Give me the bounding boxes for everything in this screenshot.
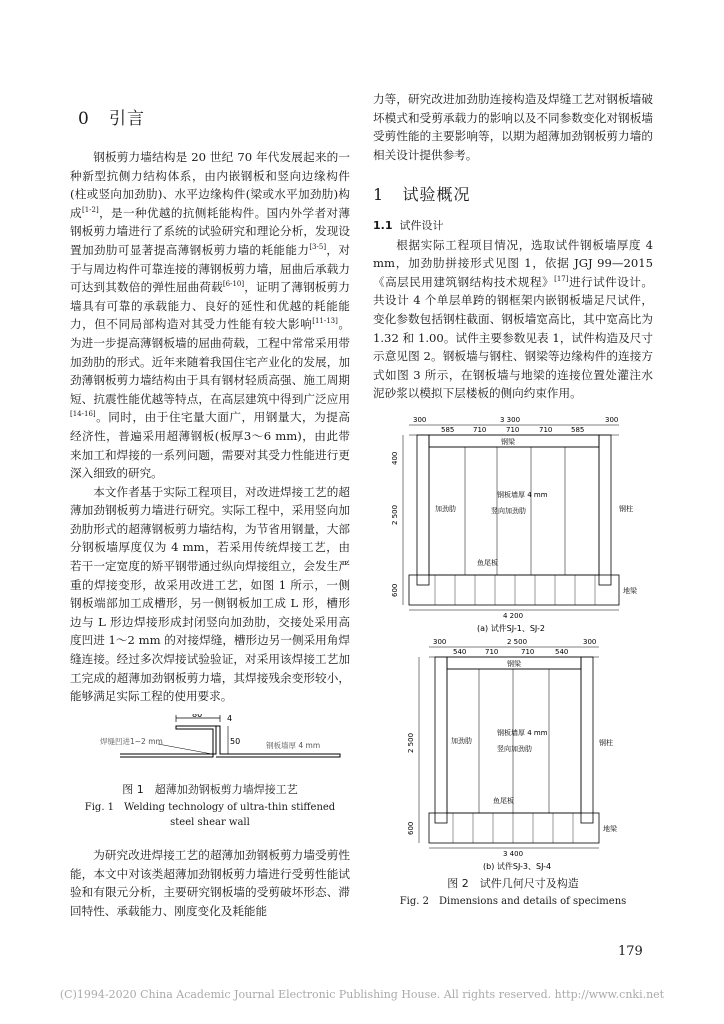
bottom-dim: 3 400 xyxy=(503,849,524,858)
ground-label: 地梁 xyxy=(603,824,617,833)
section-1-heading xyxy=(373,186,653,205)
height-dim: 400 xyxy=(391,451,399,465)
height-dim: 2 500 xyxy=(407,732,415,753)
beam-label: 钢梁 xyxy=(507,659,521,668)
design-paragraph: 根据实际工程项目情况，选取试件钢板墙厚度 4 mm，加劲肋拼接形式见图 1，依据 JGJ 99—2015《高层民用建筑钢结构技术规程》[17]进行试件设计。共设计 4 个单层单跨的钢框架内嵌钢板墙足尺试件，变化参数包括钢柱截面、钢板墙宽高比，其中宽高比为 1.32 和 1.00。试件主要参数见表 1，试件构造及尺寸示意见图 2。钢板墙与钢柱、钢梁等边缘构件的连接方式如图 3 所示，在钢板墙与地梁的连接位置处灌注水泥砂浆以模拟下层楼板的侧向约束作用。 xyxy=(373,237,653,401)
section-1-1-heading xyxy=(373,217,653,236)
height-dim: 2 500 xyxy=(391,504,399,525)
fig1-caption-en-1: Fig. 1 Welding technology of ultra-thin stiffened xyxy=(84,802,336,813)
beam-label: 钢梁 xyxy=(501,437,515,446)
sub-dim: 710 xyxy=(473,425,487,434)
sub-dim: 710 xyxy=(539,425,553,434)
top-dim: 3 300 xyxy=(500,415,521,424)
sub-dim: 585 xyxy=(571,425,585,434)
steel-column-right xyxy=(581,657,593,823)
plate-label: 钢板墙厚 4 mm xyxy=(497,490,548,499)
section-title: 试验概况 xyxy=(402,185,471,205)
dim-4: 4 xyxy=(227,713,233,723)
page-number: 179 xyxy=(618,944,643,959)
ground-beam xyxy=(429,813,599,843)
embed-label: 鱼尾板 xyxy=(493,796,514,805)
subsection-number: 1.1 xyxy=(373,218,393,232)
welding-diagram xyxy=(70,714,350,776)
copyright-footer: (C)1994-2020 China Academic Journal Electronic Publishing House. All rights reserved. http://www.cnki.net xyxy=(59,988,665,1001)
fig1-caption-en-2: steel shear wall xyxy=(170,817,250,828)
top-dim: 300 xyxy=(583,637,597,646)
fig2-caption-en: Fig. 2 Dimensions and details of specimens xyxy=(399,895,627,907)
section-number: 0 xyxy=(78,109,90,129)
fig1-caption-cn: 图 1 超薄加劲钢板剪力墙焊接工艺 xyxy=(122,783,298,797)
plate-label: 钢板墙厚 4 mm xyxy=(497,728,548,737)
section-title: 引言 xyxy=(109,109,146,129)
dim-50: 50 xyxy=(230,736,241,746)
column-label: 钢柱 xyxy=(599,738,613,747)
steel-column-left xyxy=(417,435,429,585)
height-dim: 600 xyxy=(391,583,399,597)
ground-label: 地梁 xyxy=(623,586,637,595)
intro-paragraph-3-cont: 力等，研究改进加劲肋连接构造及焊缝工艺对钢板墙破坏模式和受剪承载力的影响以及不同参数变化对钢板墙受剪性能的主要影响等，以期为超薄加劲钢板剪力墙的相关设计提供参考。 xyxy=(373,92,653,162)
sub-dim: 710 xyxy=(521,647,535,656)
fig2b-caption: (b) 试件SJ-3、SJ-4 xyxy=(483,861,552,871)
vstiff-label: 竖向加劲肋 xyxy=(497,744,532,753)
subsection-title: 试件设计 xyxy=(399,218,444,232)
figure-2a xyxy=(373,413,653,633)
figure-2b xyxy=(373,635,653,873)
steel-column-right xyxy=(599,435,611,585)
dim-80: 80 xyxy=(192,713,203,719)
section-0-heading xyxy=(78,104,145,129)
steel-column-left xyxy=(435,657,447,823)
sub-dim: 710 xyxy=(485,647,499,656)
top-dim: 300 xyxy=(413,415,427,424)
column-label: 钢柱 xyxy=(619,504,633,513)
section-number: 1 xyxy=(373,185,385,205)
top-dim: 300 xyxy=(605,415,619,424)
weld-label: 焊缝凹进1~2 mm xyxy=(100,736,163,746)
sub-dim: 540 xyxy=(453,647,467,656)
top-dim: 2 500 xyxy=(507,637,528,646)
stiff-label: 加劲肋 xyxy=(435,504,456,513)
top-dim: 300 xyxy=(433,637,447,646)
fig2-caption-cn: 图 2 试件几何尺寸及构造 xyxy=(447,876,579,890)
ground-beam xyxy=(409,575,619,605)
right-column xyxy=(373,90,653,909)
plate-label: 钢板墙厚 4 mm xyxy=(266,740,321,750)
stiff-label: 加劲肋 xyxy=(451,736,472,745)
intro-paragraph-3: 为研究改进焊接工艺的超薄加劲钢板剪力墙受剪性能，本文中对该类超薄加劲钢板剪力墙进行受剪性能试验和有限元分析，主要研究钢板墙的受剪破坏形态、滞回特性、承载能力、刚度变化及耗能能 xyxy=(70,848,350,918)
left-column xyxy=(70,148,350,920)
vstiff-label: 竖向加劲肋 xyxy=(491,506,526,515)
intro-paragraph-1: 钢板剪力墙结构是 20 世纪 70 年代发展起来的一种新型抗侧力结构体系，由内嵌钢板和竖向边缘构件(柱或竖向加劲肋)、水平边缘构件(梁或水平加劲肋)构成[1-2]，是一种优越的抗侧耗能构件。国内外学者对薄钢板剪力墙进行了系统的试验研究和理论分析，发现设置加劲肋可显著提高薄钢板剪力墙的耗能能力[3-5]，对于与周边构件可靠连接的薄钢板剪力墙，屈曲后承载力可达到其数倍的弹性屈曲荷载[6-10]，证明了薄钢板剪力墙具有可靠的承载能力、良好的延性和优越的耗能能力，但不同局部构造对其受力性能有较大影响[11-13]。为进一步提高薄钢板墙的屈曲荷载，工程中常常采用带加劲肋的形式。近年来随着我国住宅产业化的发展，加劲薄钢板剪力墙结构由于具有钢材轻质高强、施工周期短、抗震性能优越等特点，在高层建筑中得到广泛应用[14-16]。同时，由于住宅量大面广，用钢量大，为提高经济性，普遍采用超薄钢板(板厚3～6 mm)，由此带来加工和焊接的一系列问题，需要对其受力性能进行更深入细致的研究。 xyxy=(70,150,350,481)
sub-dim: 710 xyxy=(506,425,520,434)
bottom-dim: 4 200 xyxy=(503,611,524,620)
figure-1 xyxy=(70,714,350,830)
embed-label: 鱼尾板 xyxy=(477,558,498,567)
sub-dim: 585 xyxy=(441,425,455,434)
sub-dim: 540 xyxy=(555,647,569,656)
height-dim: 600 xyxy=(407,821,415,835)
fig2a-caption: (a) 试件SJ-1、SJ-2 xyxy=(477,623,545,633)
intro-paragraph-2: 本文作者基于实际工程项目，对改进焊接工艺的超薄加劲钢板剪力墙进行研究。实际工程中，采用竖向加劲肋形式的超薄钢板剪力墙结构，为节省用钢量，大部分钢板墙厚度仅为 4 mm，若采用传统焊接工艺，由若干一定宽度的矫平钢带通过纵向焊接组立，会发生严重的焊接变形，故采用改进工艺，如图 1 所示，一侧钢板端部加工成槽形，另一侧钢板加工成 L 形，槽形边与 L 形边焊接形成封闭竖向加劲肋，交接处采用高度凹进 1～2 mm 的对接焊缝，槽形边另一侧采用角焊缝连接。经过多次焊接试验验证，对采用该焊接工艺加工完成的超薄加劲钢板剪力墙，其焊接残余变形较小，能够满足实际工程的使用要求。 xyxy=(70,484,350,704)
